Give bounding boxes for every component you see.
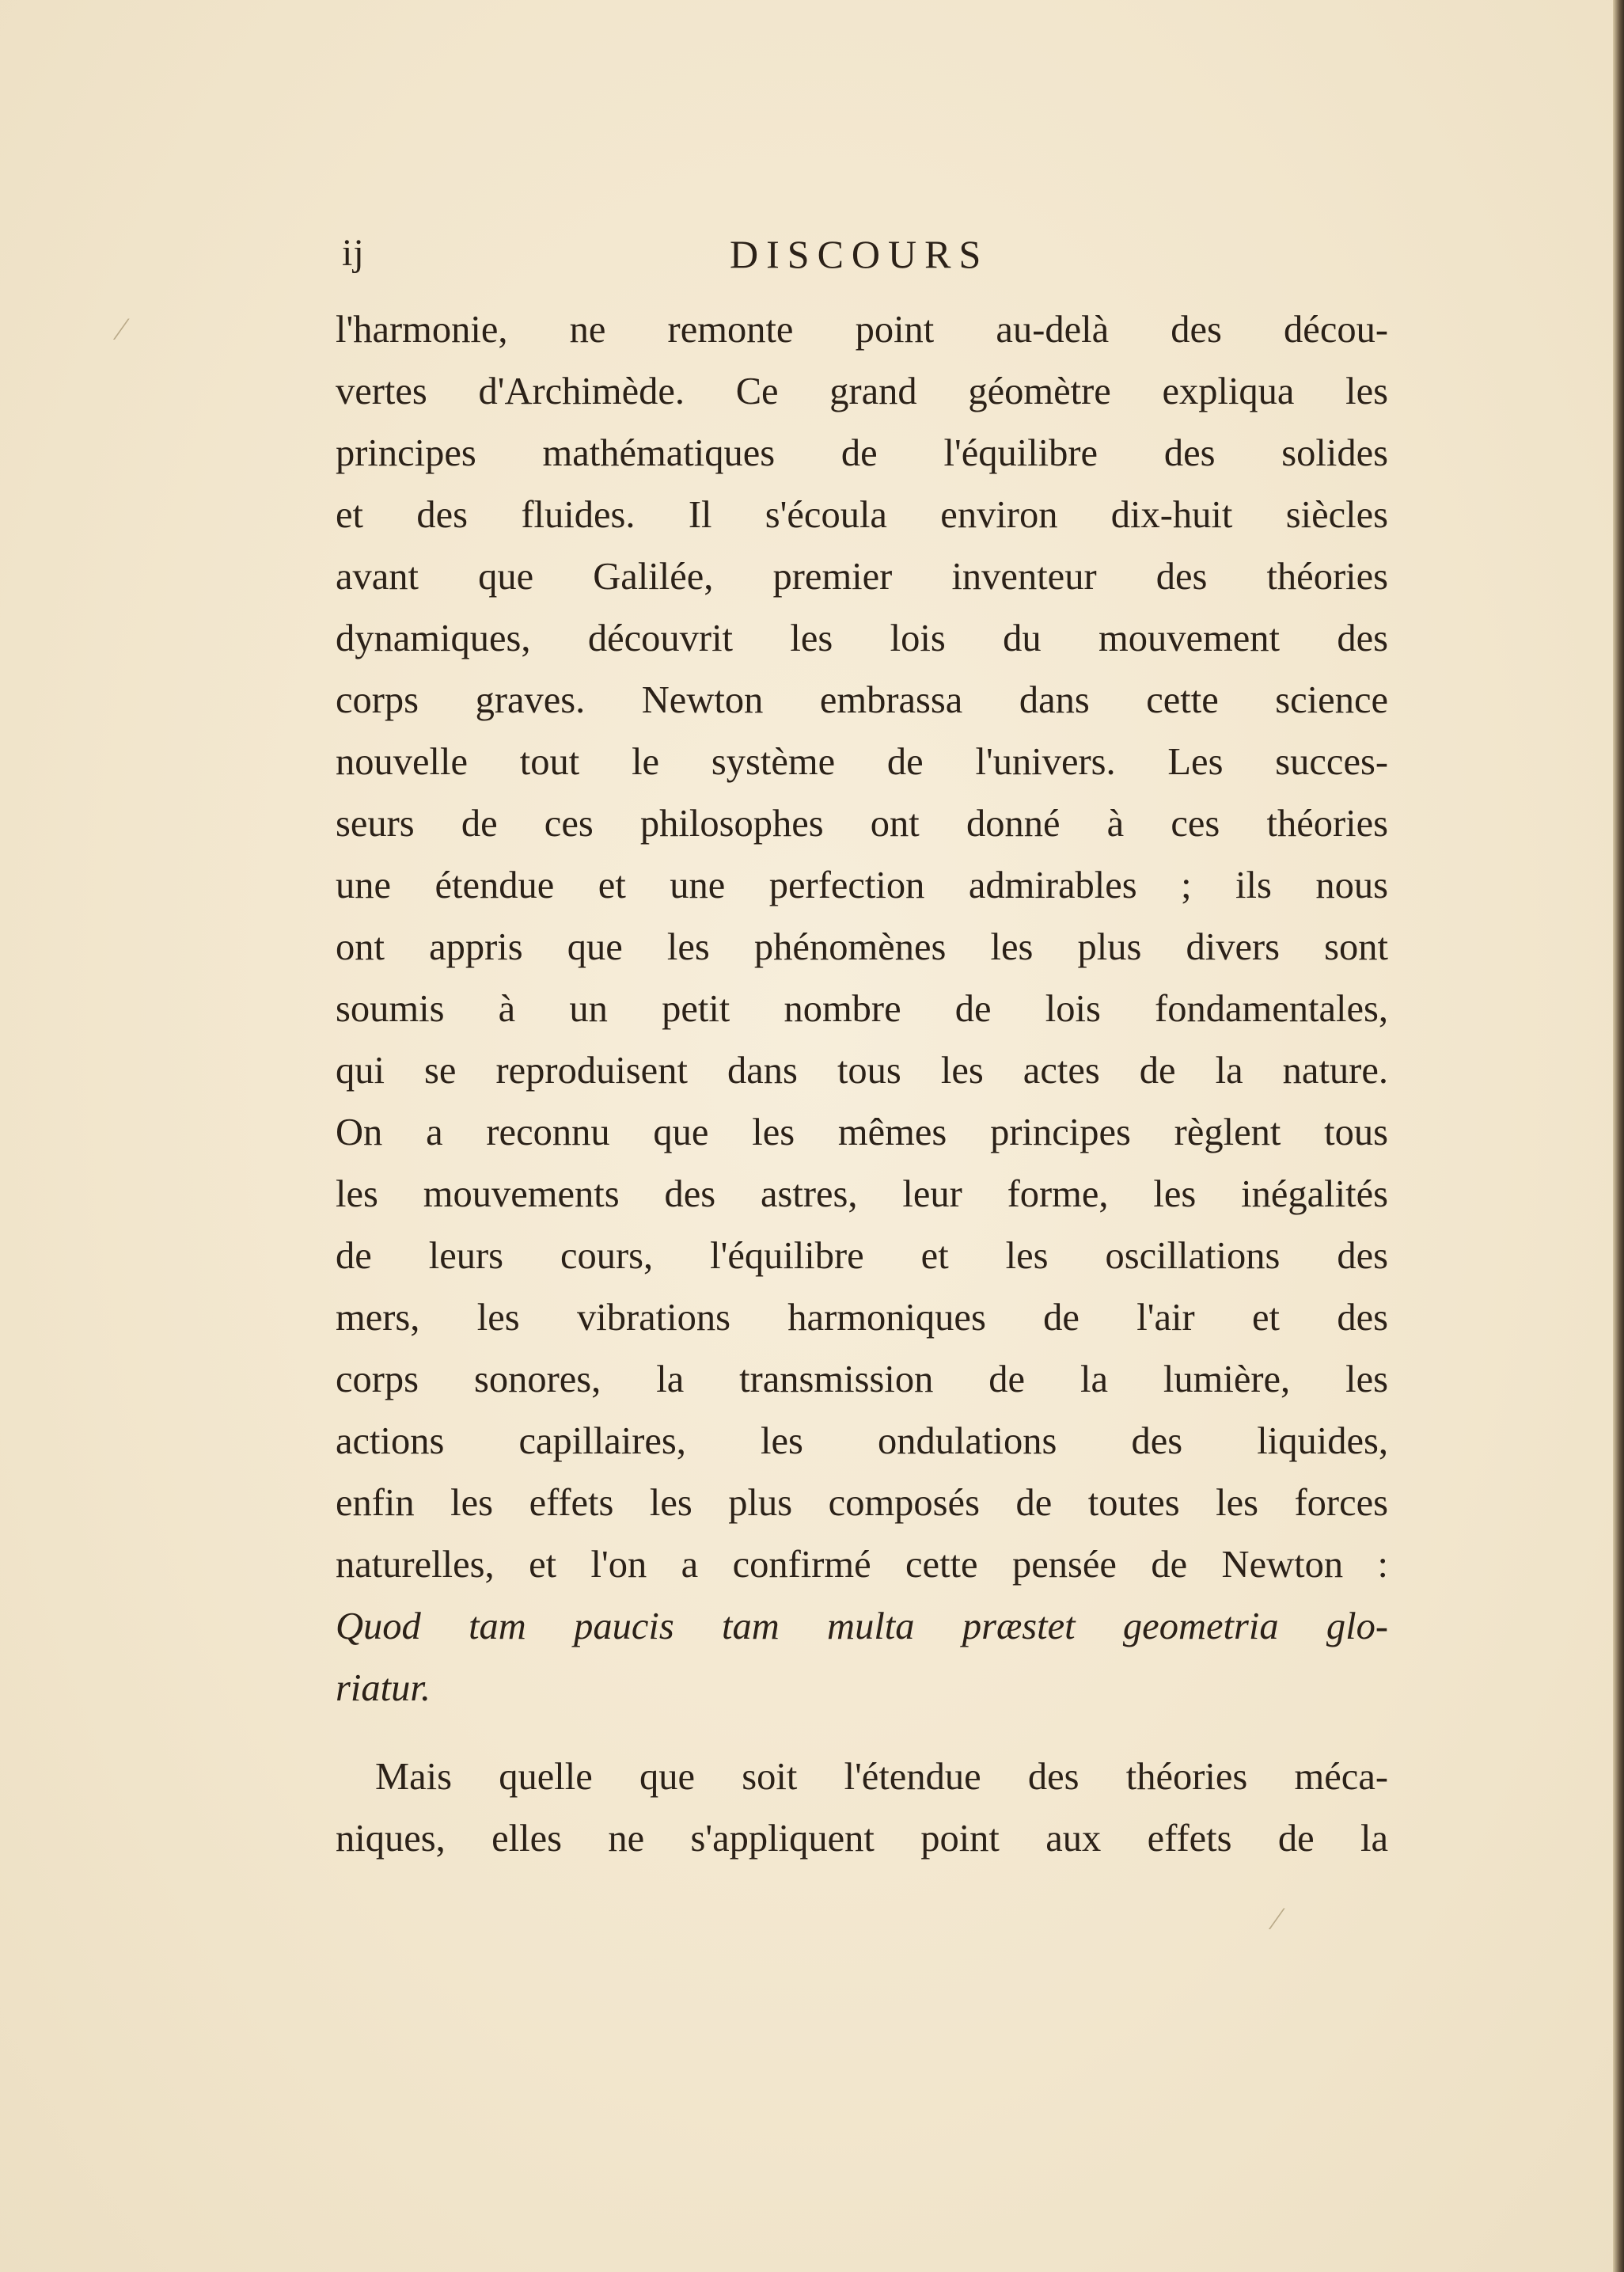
text-line: de leurs cours, l'équilibre et les oscillations des bbox=[336, 1235, 1388, 1277]
text-line: niques, elles ne s'appliquent point aux effets de la bbox=[336, 1818, 1388, 1860]
running-title: DISCOURS bbox=[730, 232, 989, 276]
folio-number: ij bbox=[342, 232, 365, 274]
text-line: actions capillaires, les ondulations des liquides, bbox=[336, 1420, 1388, 1462]
text-line: soumis à un petit nombre de lois fondamentales, bbox=[336, 988, 1388, 1030]
text-line: qui se reproduisent dans tous les actes de la nature. bbox=[336, 1050, 1388, 1092]
text-line: une étendue et une perfection admirables ; ils nous bbox=[336, 864, 1388, 906]
latin-quote-line: Quod tam paucis tam multa præstet geometria glo- bbox=[336, 1605, 1388, 1647]
text-line: On a reconnu que les mêmes principes règlent tous bbox=[336, 1111, 1388, 1153]
text-line: corps sonores, la transmission de la lumière, les bbox=[336, 1358, 1388, 1400]
margin-mark: ⁄ bbox=[119, 311, 124, 347]
text-line: mers, les vibrations harmoniques de l'air et des bbox=[336, 1297, 1388, 1339]
page-header bbox=[342, 231, 1387, 287]
paragraph-gap bbox=[336, 1719, 1388, 1746]
text-line: dynamiques, découvrit les lois du mouvement des bbox=[336, 617, 1388, 659]
text-line: vertes d'Archimède. Ce grand géomètre expliqua les bbox=[336, 370, 1388, 412]
text-line: enfin les effets les plus composés de toutes les forces bbox=[336, 1482, 1388, 1524]
text-line: nouvelle tout le système de l'univers. Les succes- bbox=[336, 741, 1388, 783]
text-line: avant que Galilée, premier inventeur des théories bbox=[336, 556, 1388, 598]
text-line: l'harmonie, ne remonte point au-delà des décou- bbox=[336, 309, 1388, 351]
text-line: corps graves. Newton embrassa dans cette science bbox=[336, 679, 1388, 721]
text-line: naturelles, et l'on a confirmé cette pensée de Newton : bbox=[336, 1544, 1388, 1586]
latin-quote-line: riatur. bbox=[336, 1667, 431, 1709]
text-line: et des fluides. Il s'écoula environ dix-huit siècles bbox=[336, 494, 1388, 536]
binding-edge bbox=[1613, 0, 1624, 2272]
text-line: seurs de ces philosophes ont donné à ces théories bbox=[336, 803, 1388, 845]
text-line: principes mathématiques de l'équilibre des solides bbox=[336, 432, 1388, 474]
body-text bbox=[336, 299, 1388, 1870]
text-line: les mouvements des astres, leur forme, les inégalités bbox=[336, 1173, 1388, 1215]
text-line: ont appris que les phénomènes les plus divers sont bbox=[336, 926, 1388, 968]
margin-mark: ⁄ bbox=[1274, 1901, 1280, 1936]
text-line: Mais quelle que soit l'étendue des théories méca- bbox=[375, 1756, 1388, 1798]
